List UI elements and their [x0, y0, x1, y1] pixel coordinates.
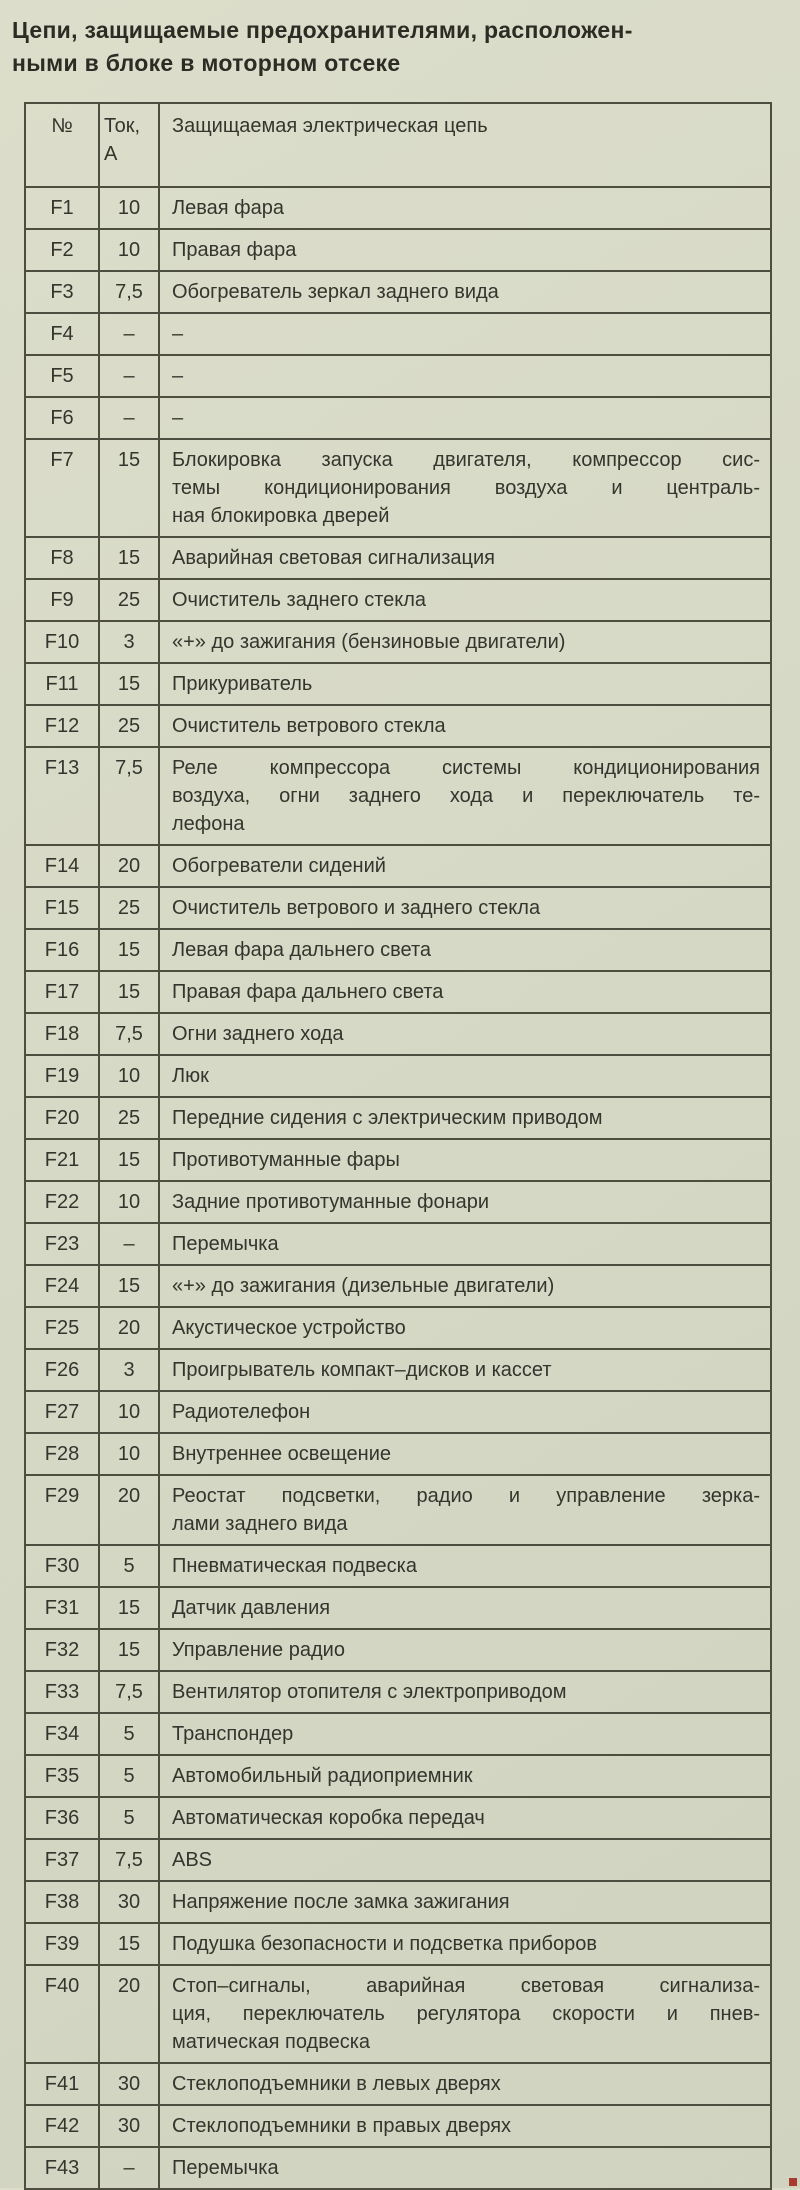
amperage-cell: 7,5 [99, 1671, 159, 1713]
table-row [25, 1475, 771, 1545]
fuse-number-cell: F6 [25, 397, 99, 439]
circuit-description-cell [159, 887, 771, 929]
table-row [25, 1629, 771, 1671]
circuit-description-cell [159, 2063, 771, 2105]
circuit-description-line: темы кондиционирования воздуха и централь- [172, 477, 760, 499]
fuse-number-cell: F11 [25, 663, 99, 705]
circuit-description-cell [159, 1475, 771, 1545]
amperage-cell: 30 [99, 2063, 159, 2105]
amperage-cell: 20 [99, 1965, 159, 2063]
fuse-number-cell: F32 [25, 1629, 99, 1671]
circuit-description-cell [159, 1881, 771, 1923]
circuit-description-cell [159, 1755, 771, 1797]
circuit-description-line: Перемычка [172, 1233, 279, 1255]
circuit-description-line: Реостат подсветки, радио и управление зерка- [172, 1485, 760, 1507]
circuit-description-line: ция, переключатель регулятора скорости и пнев- [172, 2003, 760, 2025]
table-row [25, 929, 771, 971]
amperage-cell: 5 [99, 1755, 159, 1797]
circuit-description-line: Автоматическая коробка передач [172, 1807, 485, 1829]
fuse-number-cell: F25 [25, 1307, 99, 1349]
amperage-cell: 15 [99, 1139, 159, 1181]
amperage-cell: 25 [99, 705, 159, 747]
circuit-description-line: Левая фара [172, 197, 284, 219]
circuit-description-line: ABS [172, 1849, 213, 1871]
circuit-description-line: Прикуриватель [172, 673, 313, 695]
fuse-number-cell: F15 [25, 887, 99, 929]
amperage-cell: 10 [99, 1433, 159, 1475]
fuse-number-cell: F19 [25, 1055, 99, 1097]
amperage-cell: 5 [99, 1797, 159, 1839]
amperage-cell: 25 [99, 887, 159, 929]
table-row [25, 1307, 771, 1349]
circuit-description-cell [159, 1223, 771, 1265]
circuit-description-line: Стоп–сигналы, аварийная световая сигнализа- [172, 1975, 760, 1997]
circuit-description-line: Очиститель ветрового и заднего стекла [172, 897, 541, 919]
fuse-number-cell: F13 [25, 747, 99, 845]
circuit-description-line: Противотуманные фары [172, 1149, 400, 1171]
circuit-description-cell [159, 1797, 771, 1839]
table-row [25, 397, 771, 439]
table-row [25, 845, 771, 887]
amperage-cell: 5 [99, 1713, 159, 1755]
fuse-number-cell: F41 [25, 2063, 99, 2105]
circuit-description-cell [159, 663, 771, 705]
table-row [25, 313, 771, 355]
circuit-description-cell [159, 187, 771, 229]
circuit-description-cell [159, 1587, 771, 1629]
circuit-description-cell [159, 747, 771, 845]
fuse-number-cell: F5 [25, 355, 99, 397]
circuit-description-line: – [172, 407, 184, 429]
amperage-cell: 5 [99, 1545, 159, 1587]
circuit-description-cell [159, 1923, 771, 1965]
amperage-cell: 10 [99, 1055, 159, 1097]
fuse-number-cell: F43 [25, 2147, 99, 2189]
circuit-description-line: лефона [172, 813, 245, 835]
circuit-description-line: Датчик давления [172, 1597, 331, 1619]
fuse-number-cell: F29 [25, 1475, 99, 1545]
amperage-cell: 10 [99, 1391, 159, 1433]
fuse-number-cell: F20 [25, 1097, 99, 1139]
circuit-description-line: Реле компрессора системы кондиционирования [172, 757, 760, 779]
circuit-description-cell [159, 845, 771, 887]
circuit-description-line: Правая фара [172, 239, 297, 261]
table-row [25, 1181, 771, 1223]
circuit-description-line: Люк [172, 1065, 209, 1087]
fuse-number-cell: F23 [25, 1223, 99, 1265]
circuit-description-cell [159, 1307, 771, 1349]
scanned-page [0, 14, 800, 2188]
fuse-number-cell: F39 [25, 1923, 99, 1965]
fuse-number-cell: F14 [25, 845, 99, 887]
fuse-number-cell: F35 [25, 1755, 99, 1797]
table-row [25, 1097, 771, 1139]
circuit-description-cell [159, 621, 771, 663]
fuse-number-cell: F26 [25, 1349, 99, 1391]
circuit-description-cell [159, 1965, 771, 2063]
amperage-cell: 10 [99, 1181, 159, 1223]
circuit-description-line: Стеклоподъемники в левых дверях [172, 2073, 501, 2095]
table-row [25, 355, 771, 397]
fuse-number-cell: F17 [25, 971, 99, 1013]
circuit-description-line: лами заднего вида [172, 1513, 348, 1535]
circuit-description-cell [159, 1713, 771, 1755]
header-fuse-number: № [25, 103, 99, 187]
circuit-description-line: Обогреватель зеркал заднего вида [172, 281, 499, 303]
amperage-cell: 15 [99, 1265, 159, 1307]
table-row [25, 439, 771, 537]
amperage-cell: 30 [99, 1881, 159, 1923]
circuit-description-cell [159, 271, 771, 313]
circuit-description-cell [159, 355, 771, 397]
page-title [12, 14, 782, 80]
circuit-description-line: Перемычка [172, 2157, 279, 2179]
amperage-cell: 15 [99, 537, 159, 579]
table-row [25, 1587, 771, 1629]
circuit-description-line: Левая фара дальнего света [172, 939, 432, 961]
circuit-description-line: Задние противотуманные фонари [172, 1191, 490, 1213]
table-row [25, 1433, 771, 1475]
fuse-number-cell: F3 [25, 271, 99, 313]
fuse-number-cell: F33 [25, 1671, 99, 1713]
fuse-number-cell: F31 [25, 1587, 99, 1629]
circuit-description-cell [159, 929, 771, 971]
fuse-number-cell: F34 [25, 1713, 99, 1755]
fuse-number-cell: F16 [25, 929, 99, 971]
circuit-description-cell [159, 397, 771, 439]
amperage-cell: 7,5 [99, 747, 159, 845]
amperage-cell: 25 [99, 1097, 159, 1139]
header-amperage [99, 103, 159, 187]
amperage-cell: 20 [99, 1475, 159, 1545]
circuit-description-line: – [172, 323, 184, 345]
table-row [25, 887, 771, 929]
amperage-cell: 20 [99, 845, 159, 887]
table-row [25, 1713, 771, 1755]
page-title-line1: Цепи, защищаемые предохранителями, расположен- [12, 17, 633, 43]
fuse-number-cell: F2 [25, 229, 99, 271]
amperage-cell: 25 [99, 579, 159, 621]
table-row [25, 621, 771, 663]
circuit-description-cell [159, 439, 771, 537]
table-row [25, 747, 771, 845]
circuit-description-line: Акустическое устройство [172, 1317, 406, 1339]
circuit-description-cell [159, 229, 771, 271]
circuit-description-line: ная блокировка дверей [172, 505, 390, 527]
amperage-cell: 10 [99, 187, 159, 229]
circuit-description-cell [159, 1139, 771, 1181]
circuit-description-cell [159, 1097, 771, 1139]
header-protected-circuit: Защищаемая электрическая цепь [159, 103, 771, 187]
table-row [25, 705, 771, 747]
table-row [25, 1881, 771, 1923]
fuse-number-cell: F28 [25, 1433, 99, 1475]
fuse-number-cell: F38 [25, 1881, 99, 1923]
fuse-number-cell: F21 [25, 1139, 99, 1181]
table-row [25, 2063, 771, 2105]
fuse-number-cell: F4 [25, 313, 99, 355]
table-row [25, 1965, 771, 2063]
circuit-description-cell [159, 1265, 771, 1307]
circuit-description-cell [159, 537, 771, 579]
fuse-number-cell: F36 [25, 1797, 99, 1839]
fuse-table [24, 102, 772, 2190]
amperage-cell: 10 [99, 229, 159, 271]
amperage-cell: – [99, 1223, 159, 1265]
fuse-number-cell: F37 [25, 1839, 99, 1881]
table-row [25, 1923, 771, 1965]
circuit-description-cell [159, 2147, 771, 2189]
fuse-number-cell: F30 [25, 1545, 99, 1587]
fuse-number-cell: F40 [25, 1965, 99, 2063]
amperage-cell: 7,5 [99, 271, 159, 313]
circuit-description-line: матическая подвеска [172, 2031, 371, 2053]
table-row [25, 187, 771, 229]
circuit-description-line: Обогреватели сидений [172, 855, 386, 877]
table-row [25, 537, 771, 579]
fuse-number-cell: F10 [25, 621, 99, 663]
circuit-description-line: Проигрыватель компакт–дисков и кассет [172, 1359, 552, 1381]
amperage-cell: 3 [99, 1349, 159, 1391]
circuit-description-line: Подушка безопасности и подсветка приборов [172, 1933, 598, 1955]
circuit-description-cell [159, 1349, 771, 1391]
circuit-description-line: Автомобильный радиоприемник [172, 1765, 473, 1787]
header-amperage-line1: Ток, [104, 115, 141, 137]
table-row [25, 1797, 771, 1839]
amperage-cell: 7,5 [99, 1839, 159, 1881]
amperage-cell: 15 [99, 663, 159, 705]
fuse-number-cell: F27 [25, 1391, 99, 1433]
amperage-cell: 15 [99, 1587, 159, 1629]
circuit-description-line: Огни заднего хода [172, 1023, 344, 1045]
circuit-description-line: Правая фара дальнего света [172, 981, 444, 1003]
circuit-description-cell [159, 1671, 771, 1713]
circuit-description-line: Аварийная световая сигнализация [172, 547, 495, 569]
amperage-cell: – [99, 313, 159, 355]
amperage-cell: 3 [99, 621, 159, 663]
fuse-number-cell: F12 [25, 705, 99, 747]
circuit-description-cell [159, 2105, 771, 2147]
amperage-cell: 15 [99, 929, 159, 971]
table-row [25, 1391, 771, 1433]
table-row [25, 2147, 771, 2189]
circuit-description-cell [159, 1181, 771, 1223]
circuit-description-line: Вентилятор отопителя с электроприводом [172, 1681, 567, 1703]
amperage-cell: 7,5 [99, 1013, 159, 1055]
circuit-description-line: – [172, 365, 184, 387]
table-row [25, 1139, 771, 1181]
circuit-description-cell [159, 1055, 771, 1097]
circuit-description-cell [159, 1433, 771, 1475]
circuit-description-cell [159, 971, 771, 1013]
circuit-description-line: воздуха, огни заднего хода и переключатель те- [172, 785, 760, 807]
fuse-number-cell: F22 [25, 1181, 99, 1223]
table-row [25, 1055, 771, 1097]
table-row [25, 1755, 771, 1797]
circuit-description-cell [159, 705, 771, 747]
table-header-row [25, 103, 771, 187]
circuit-description-line: Блокировка запуска двигателя, компрессор сис- [172, 449, 760, 471]
circuit-description-line: Транспондер [172, 1723, 294, 1745]
fuse-number-cell: F42 [25, 2105, 99, 2147]
fuse-number-cell: F8 [25, 537, 99, 579]
amperage-cell: 15 [99, 439, 159, 537]
table-row [25, 2105, 771, 2147]
fuse-number-cell: F24 [25, 1265, 99, 1307]
circuit-description-line: Передние сидения с электрическим приводом [172, 1107, 603, 1129]
table-row [25, 579, 771, 621]
amperage-cell: – [99, 397, 159, 439]
circuit-description-line: Напряжение после замка зажигания [172, 1891, 510, 1913]
table-row [25, 1545, 771, 1587]
circuit-description-line: «+» до зажигания (бензиновые двигатели) [172, 631, 566, 653]
fuse-number-cell: F9 [25, 579, 99, 621]
fuse-number-cell: F18 [25, 1013, 99, 1055]
amperage-cell: 20 [99, 1307, 159, 1349]
circuit-description-cell [159, 1545, 771, 1587]
amperage-cell: 15 [99, 1923, 159, 1965]
circuit-description-line: Внутреннее освещение [172, 1443, 392, 1465]
table-row [25, 971, 771, 1013]
amperage-cell: – [99, 2147, 159, 2189]
circuit-description-line: Пневматическая подвеска [172, 1555, 417, 1577]
circuit-description-line: Радиотелефон [172, 1401, 311, 1423]
circuit-description-line: «+» до зажигания (дизельные двигатели) [172, 1275, 555, 1297]
fuse-number-cell: F7 [25, 439, 99, 537]
amperage-cell: 15 [99, 1629, 159, 1671]
header-amperage-line2: А [104, 143, 118, 165]
page-title-line2: ными в блоке в моторном отсеке [12, 50, 401, 76]
amperage-cell: 30 [99, 2105, 159, 2147]
fuse-number-cell: F1 [25, 187, 99, 229]
circuit-description-cell [159, 1013, 771, 1055]
circuit-description-cell [159, 1391, 771, 1433]
table-row [25, 229, 771, 271]
circuit-description-cell [159, 313, 771, 355]
table-row [25, 663, 771, 705]
fuse-table-body [25, 187, 771, 2189]
table-row [25, 1671, 771, 1713]
circuit-description-line: Очиститель ветрового стекла [172, 715, 446, 737]
table-row [25, 1265, 771, 1307]
circuit-description-cell [159, 1839, 771, 1881]
circuit-description-line: Стеклоподъемники в правых дверях [172, 2115, 512, 2137]
table-row [25, 1223, 771, 1265]
circuit-description-cell [159, 579, 771, 621]
table-row [25, 1349, 771, 1391]
circuit-description-line: Очиститель заднего стекла [172, 589, 427, 611]
amperage-cell: 15 [99, 971, 159, 1013]
scan-artifact-red-mark [789, 2178, 797, 2186]
circuit-description-cell [159, 1629, 771, 1671]
circuit-description-line: Управление радио [172, 1639, 345, 1661]
table-row [25, 271, 771, 313]
table-row [25, 1839, 771, 1881]
table-row [25, 1013, 771, 1055]
amperage-cell: – [99, 355, 159, 397]
